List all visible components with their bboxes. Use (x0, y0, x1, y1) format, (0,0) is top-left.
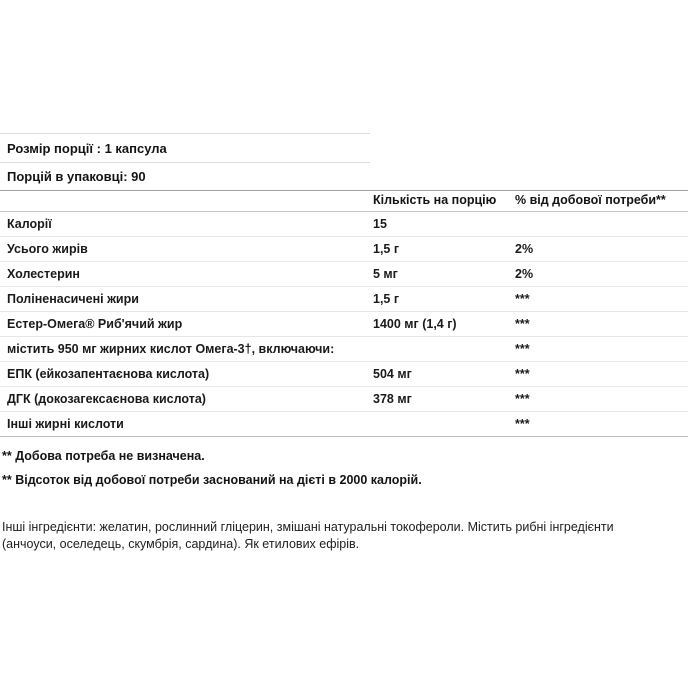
table-row (0, 362, 688, 387)
row-daily-value: *** (515, 417, 530, 431)
divider (0, 162, 370, 163)
table-row (0, 412, 688, 437)
table-row (0, 212, 688, 237)
row-daily-value: *** (515, 342, 530, 356)
row-daily-value: *** (515, 292, 530, 306)
footnote-daily-value-not-established: ** Добова потреба не визначена. (2, 449, 205, 463)
row-label: Поліненасичені жири (7, 292, 139, 306)
row-daily-value: *** (515, 392, 530, 406)
column-header-daily-value: % від добової потреби** (515, 193, 666, 207)
row-daily-value: *** (515, 367, 530, 381)
row-amount: 1,5 г (373, 242, 400, 256)
row-amount: 1400 мг (1,4 г) (373, 317, 457, 331)
table-row (0, 337, 688, 362)
column-header-amount: Кількість на порцію (373, 193, 497, 207)
table-row (0, 287, 688, 312)
row-daily-value: 2% (515, 267, 534, 281)
row-label: ДГК (докозагексаєнова кислота) (7, 392, 206, 406)
row-label: Інші жирні кислоти (7, 417, 124, 431)
servings-per-container-text: Порцій в упаковці: 90 (7, 169, 146, 184)
table-row (0, 312, 688, 337)
row-amount: 378 мг (373, 392, 412, 406)
divider (0, 133, 370, 134)
row-label: містить 950 мг жирних кислот Омега-3†, включаючи: (7, 342, 335, 356)
table-row (0, 237, 688, 262)
row-amount: 15 (373, 217, 387, 231)
serving-size-text: Розмір порції : 1 капсула (7, 141, 167, 156)
row-label: Усього жирів (7, 242, 88, 256)
nutrition-table (0, 212, 688, 437)
divider (0, 190, 688, 191)
row-label: Холестерин (7, 267, 80, 281)
row-amount: 1,5 г (373, 292, 400, 306)
row-amount: 504 мг (373, 367, 412, 381)
row-daily-value: 2% (515, 242, 534, 256)
table-row (0, 387, 688, 412)
row-label: ЕПК (ейкозапентаєнова кислота) (7, 367, 210, 381)
row-amount: 5 мг (373, 267, 398, 281)
row-daily-value: *** (515, 317, 530, 331)
footnote-percent-daily-value: ** Відсоток від добової потреби заснований на дієті в 2000 калорій. (2, 473, 422, 487)
other-ingredients-text: Інші інгредієнти: желатин, рослинний гліцерин, змішані натуральні токофероли. Містить рибні інгредієнти (анчоуси, оселедець, скумбрія, сардина). Як етилових ефірів. (2, 520, 614, 551)
row-label: Естер-Омега® Риб'ячий жир (7, 317, 183, 331)
row-label: Калорії (7, 217, 52, 231)
table-row (0, 262, 688, 287)
